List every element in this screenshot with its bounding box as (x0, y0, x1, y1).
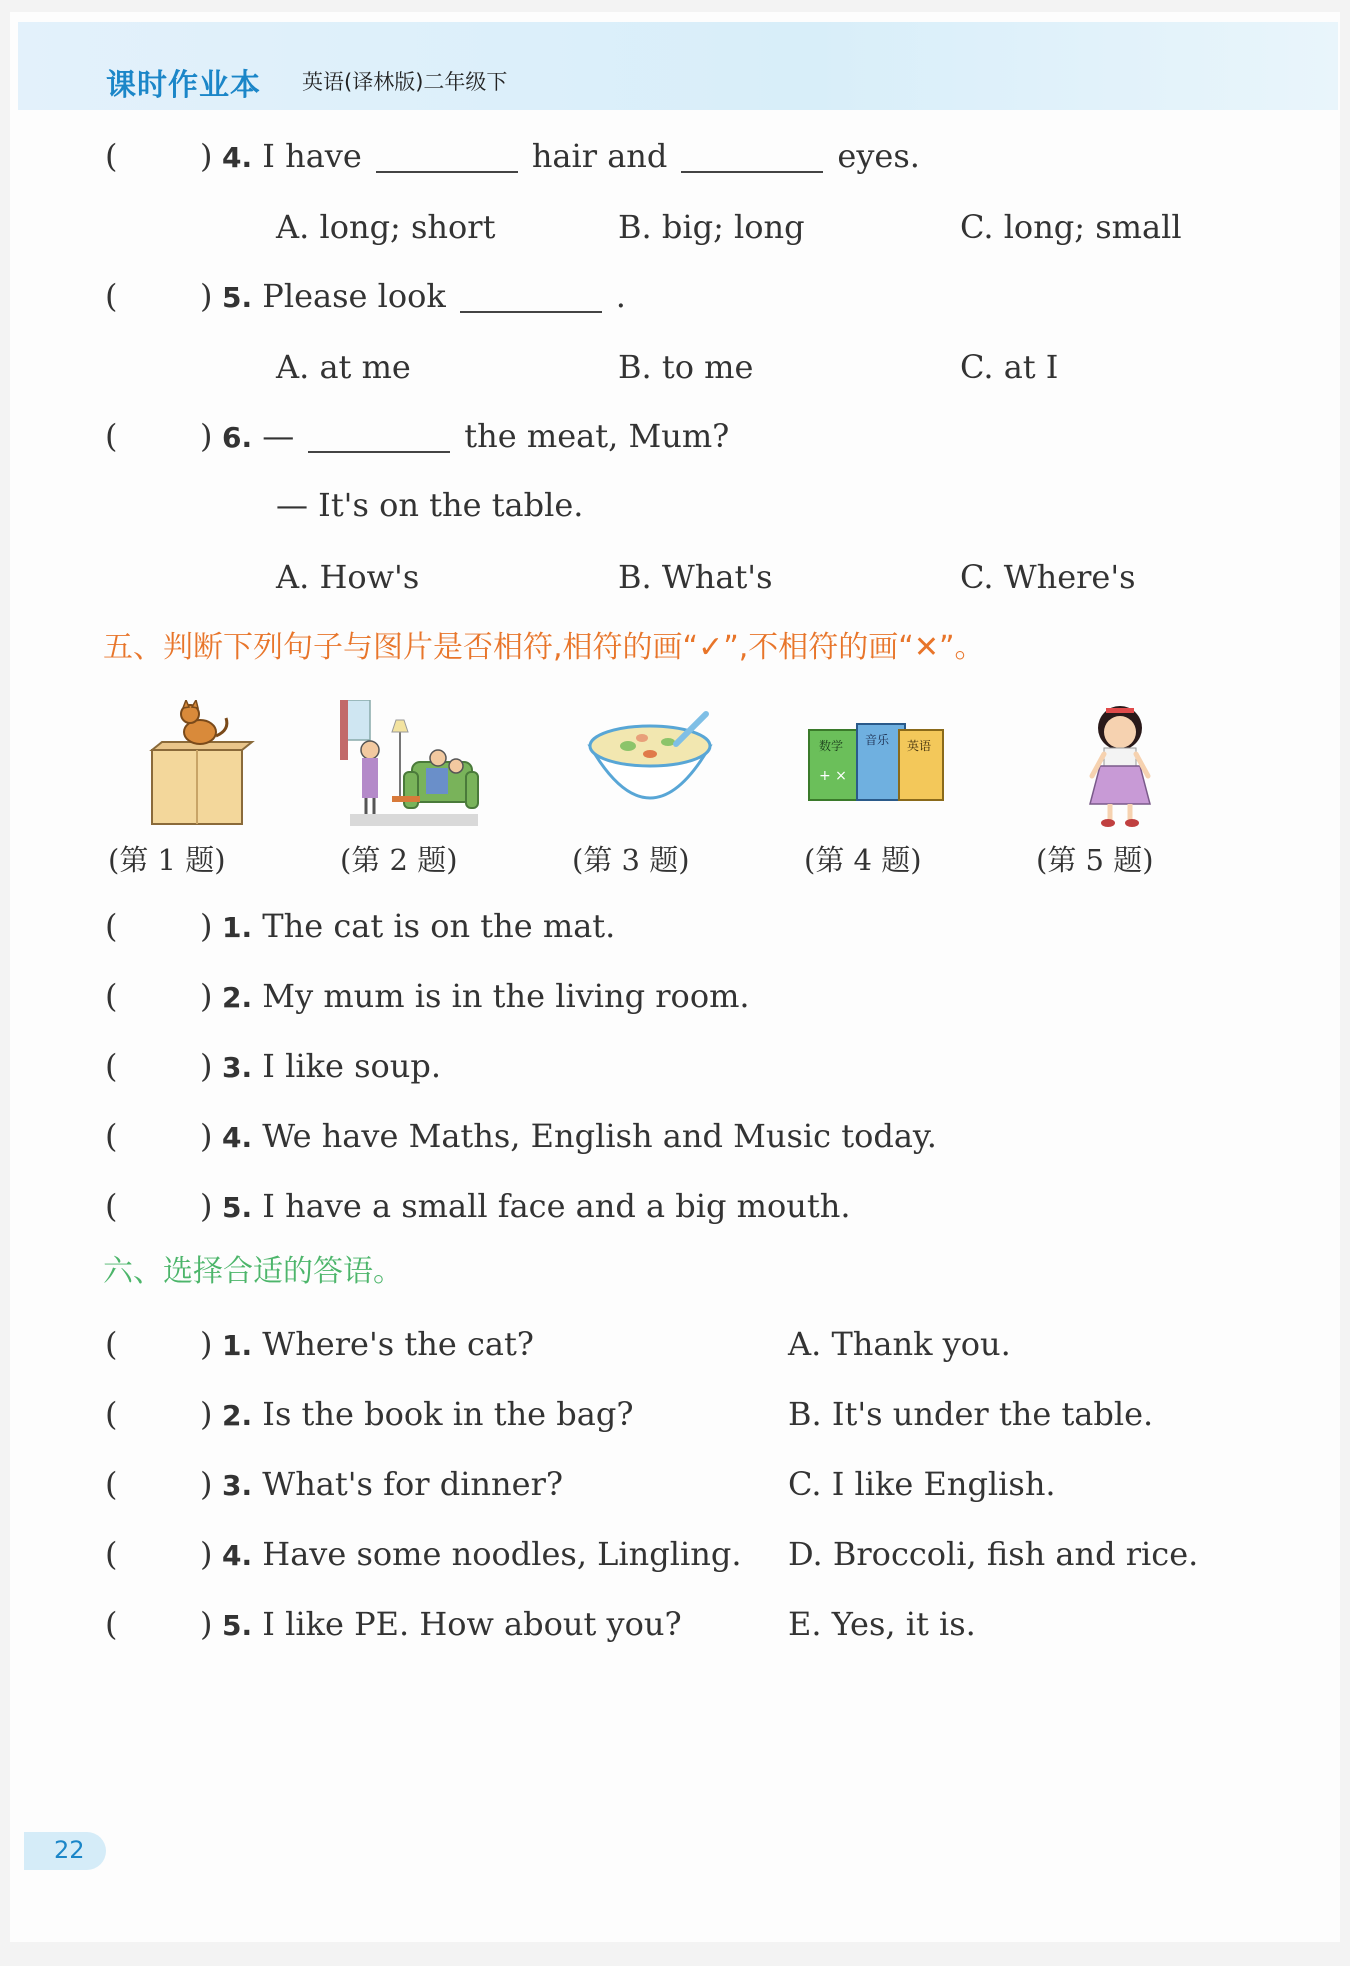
answer-paren-close: ) (200, 1605, 213, 1643)
section-title: 六、选择合适的答语。 (103, 1254, 403, 1289)
section-title: 五、判断下列句子与图片是否相符,相符的画“✓”,不相符的画“✕”。 (103, 630, 985, 665)
picture-caption: (第 2 题) (340, 843, 458, 877)
answer-paren-open: ( (105, 907, 118, 945)
dialogue-reply: — It's on the table. (276, 486, 584, 524)
answer-paren-close: ) (200, 1465, 213, 1503)
soup-bowl-picture (580, 700, 720, 830)
match-item (10, 1322, 1340, 1366)
option-c: C. long; small (960, 208, 1182, 246)
item-number: 4. (222, 1121, 253, 1154)
question-text (222, 274, 626, 320)
item-text: Where's the cat? (262, 1325, 534, 1363)
answer-option: C. I like English. (788, 1465, 1056, 1503)
question-suffix: eyes. (837, 137, 920, 175)
answer-option: B. It's under the table. (788, 1395, 1154, 1433)
item-number: 2. (222, 1399, 253, 1432)
question-text (222, 414, 729, 460)
picture-caption: (第 3 题) (572, 843, 690, 877)
question-suffix: the meat, Mum? (464, 417, 730, 455)
answer-paren-close: ) (200, 1187, 213, 1225)
answer-option: E. Yes, it is. (788, 1605, 976, 1643)
question-prefix: I have (262, 137, 362, 175)
brand-title: 课时作业本 (106, 68, 261, 103)
answer-paren-open: ( (105, 1117, 118, 1155)
judge-item (10, 904, 1340, 948)
answer-option: D. Broccoli, fish and rice. (788, 1535, 1199, 1573)
book-subtitle: 英语(译林版)二年级下 (302, 70, 508, 94)
item-text: The cat is on the mat. (262, 907, 616, 945)
question-row (10, 274, 1340, 318)
item-number: 4. (222, 1539, 253, 1572)
question-number: 4. (222, 141, 253, 174)
match-item (10, 1532, 1340, 1576)
option-b: B. What's (618, 558, 773, 596)
answer-paren-open: ( (105, 277, 118, 315)
answer-paren-close: ) (200, 977, 213, 1015)
worksheet-page (10, 12, 1340, 1942)
question-number: 5. (222, 281, 253, 314)
item-text: Have some noodles, Lingling. (262, 1535, 742, 1573)
match-item (10, 1392, 1340, 1436)
answer-paren-close: ) (200, 1047, 213, 1085)
item-text: I like soup. (262, 1047, 442, 1085)
match-item (10, 1462, 1340, 1506)
question-text (222, 134, 920, 180)
answer-paren-open: ( (105, 977, 118, 1015)
item-number: 3. (222, 1051, 253, 1084)
answer-paren-close: ) (200, 1117, 213, 1155)
fill-blank[interactable] (681, 141, 823, 173)
answer-paren-open: ( (105, 1047, 118, 1085)
answer-paren-close: ) (200, 1325, 213, 1363)
match-item (10, 1602, 1340, 1646)
page-number-tab (24, 1832, 106, 1870)
question-number: 6. (222, 421, 253, 454)
question-row (10, 134, 1340, 178)
living-room-picture (340, 700, 480, 830)
item-number: 5. (222, 1609, 253, 1642)
answer-option: A. Thank you. (788, 1325, 1011, 1363)
girl-picture (1050, 700, 1190, 830)
music-book-label: 音乐 (865, 733, 890, 747)
option-c: C. Where's (960, 558, 1136, 596)
picture-caption: (第 4 题) (804, 843, 922, 877)
answer-paren-open: ( (105, 137, 118, 175)
answer-paren-close: ) (200, 417, 213, 455)
item-text: Is the book in the bag? (262, 1395, 634, 1433)
answer-paren-open: ( (105, 1325, 118, 1363)
answer-paren-open: ( (105, 1395, 118, 1433)
maths-book-label: 数学 (819, 739, 844, 753)
question-prefix: — (262, 417, 295, 455)
math-symbols: + × (819, 768, 847, 784)
option-b: B. big; long (618, 208, 805, 246)
answer-paren-close: ) (200, 907, 213, 945)
judge-item (10, 974, 1340, 1018)
cat-on-box-picture (132, 700, 272, 830)
answer-paren-close: ) (200, 1535, 213, 1573)
option-c: C. at I (960, 348, 1059, 386)
answer-paren-open: ( (105, 417, 118, 455)
answer-paren-open: ( (105, 1187, 118, 1225)
fill-blank[interactable] (376, 141, 518, 173)
picture-caption: (第 5 题) (1036, 843, 1154, 877)
answer-paren-open: ( (105, 1535, 118, 1573)
option-a: A. How's (276, 558, 420, 596)
question-suffix: . (615, 277, 626, 315)
answer-paren-close: ) (200, 277, 213, 315)
answer-paren-open: ( (105, 1605, 118, 1643)
picture-caption: (第 1 题) (108, 843, 226, 877)
item-text: My mum is in the living room. (262, 977, 750, 1015)
answer-paren-open: ( (105, 1465, 118, 1503)
school-books-picture (807, 700, 947, 830)
question-row (10, 414, 1340, 458)
option-b: B. to me (618, 348, 754, 386)
page-number: 22 (54, 1836, 85, 1864)
item-number: 2. (222, 981, 253, 1014)
question-prefix: Please look (262, 277, 446, 315)
item-text: We have Maths, English and Music today. (262, 1117, 937, 1155)
judge-item (10, 1184, 1340, 1228)
item-number: 5. (222, 1191, 253, 1224)
fill-blank[interactable] (308, 421, 450, 453)
item-number: 1. (222, 1329, 253, 1362)
answer-paren-close: ) (200, 1395, 213, 1433)
item-text: I have a small face and a big mouth. (262, 1187, 851, 1225)
fill-blank[interactable] (460, 281, 602, 313)
question-middle: hair and (531, 137, 668, 175)
english-book-label: 英语 (907, 739, 932, 753)
option-a: A. at me (276, 348, 411, 386)
answer-paren-close: ) (200, 137, 213, 175)
judge-item (10, 1044, 1340, 1088)
item-number: 1. (222, 911, 253, 944)
item-text: What's for dinner? (262, 1465, 564, 1503)
option-a: A. long; short (276, 208, 496, 246)
item-number: 3. (222, 1469, 253, 1502)
item-text: I like PE. How about you? (262, 1605, 682, 1643)
judge-item (10, 1114, 1340, 1158)
